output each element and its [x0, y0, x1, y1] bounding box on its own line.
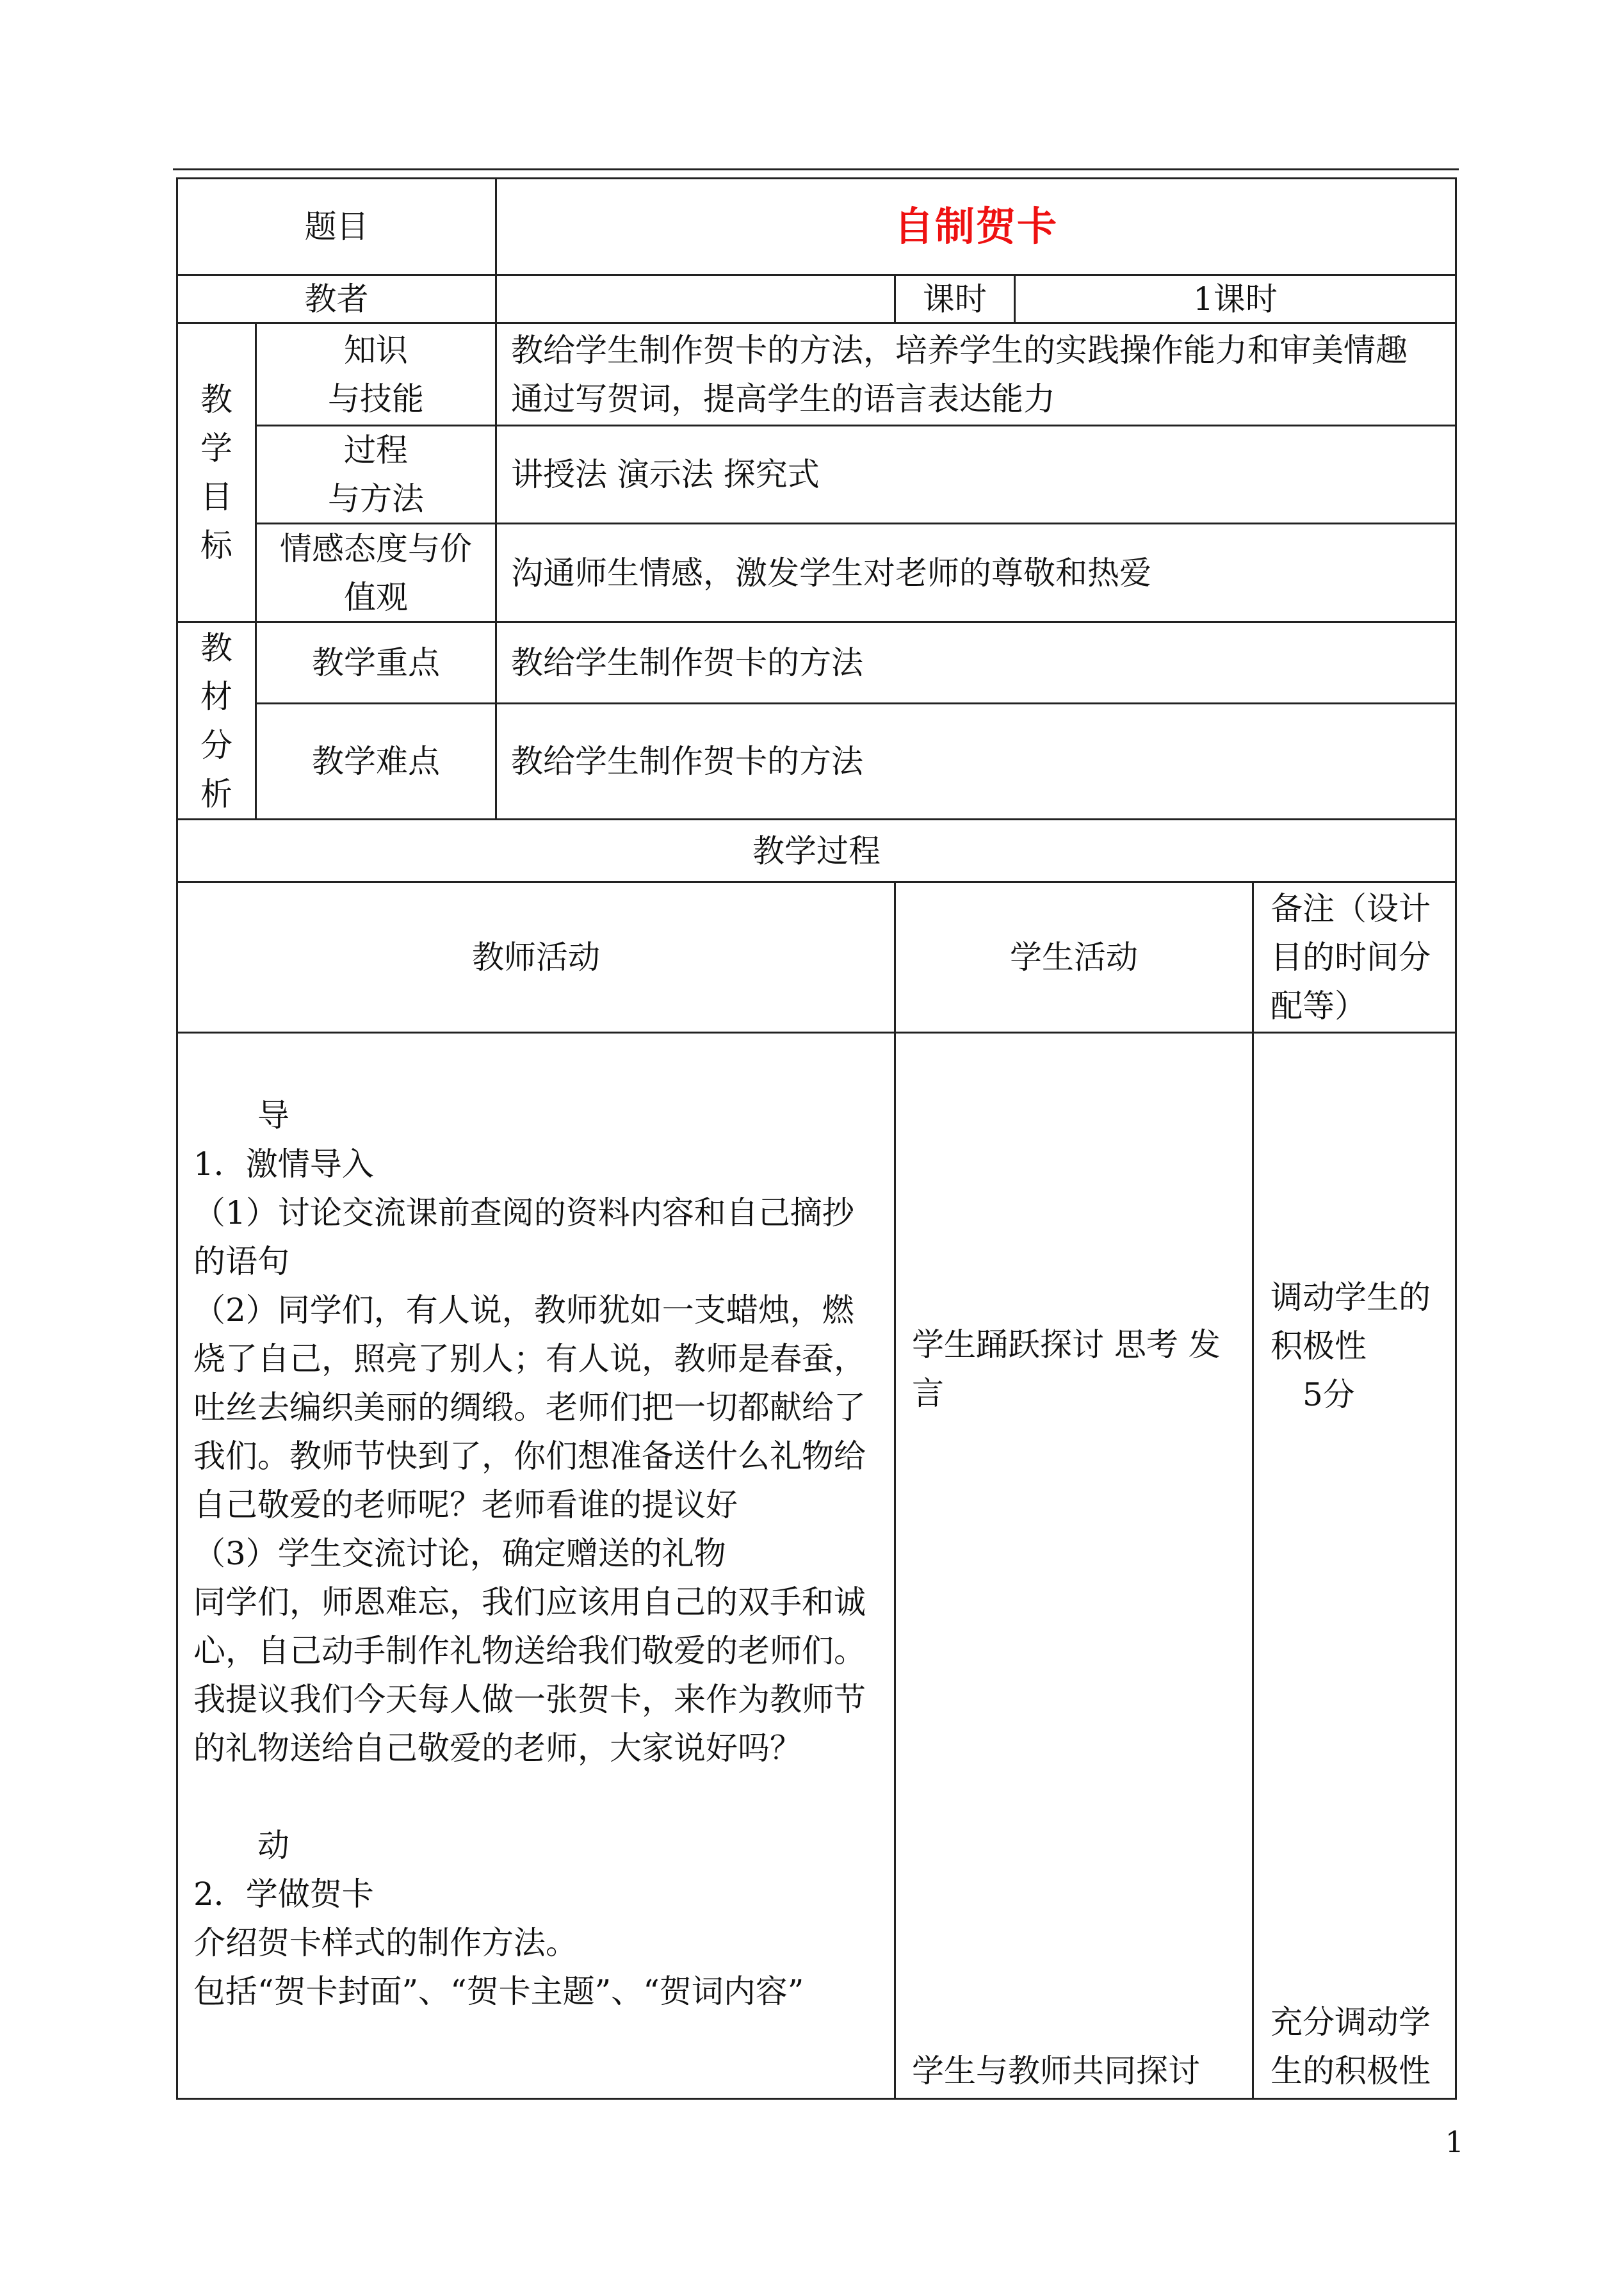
- note-line: 5分: [1303, 1376, 1355, 1413]
- teacher-line: 烧了自己，照亮了别人；有人说，教师是春蚕，: [193, 1340, 866, 1377]
- process-title: 教学过程: [752, 832, 881, 870]
- teacher-label: 教者: [304, 280, 369, 318]
- teacher-activity-text: [193, 1091, 891, 2016]
- table-border-right: [1455, 177, 1457, 2100]
- note-header-line: 备注（设计: [1271, 890, 1431, 927]
- student-line: 言: [912, 1375, 944, 1412]
- objective-knowledge-label: [257, 324, 495, 425]
- page-number: 1: [1445, 2125, 1464, 2159]
- row-divider: [176, 1032, 1457, 1034]
- label-line: 知识: [344, 331, 408, 369]
- note-header-line: 目的时间分: [1271, 939, 1431, 976]
- label-line: 情感态度与价: [280, 530, 472, 567]
- note-line: 生的积极性: [1271, 2052, 1431, 2089]
- note-line: 积极性: [1271, 1327, 1367, 1365]
- note-header: [1271, 883, 1455, 1032]
- teacher-line: （3）学生交流讨论，确定赠送的礼物: [193, 1535, 726, 1572]
- objectives-group-label: [178, 324, 255, 621]
- teacher-activity-header: 教师活动: [472, 939, 600, 976]
- col-divider: [1252, 881, 1254, 2100]
- difficulty-label: 教学难点: [312, 743, 440, 780]
- objectives-group-char: 目: [200, 478, 232, 515]
- header-rule: [173, 168, 1459, 170]
- teacher-line: 2．学做贺卡: [193, 1876, 374, 1913]
- note-block-1: [1271, 1273, 1453, 1419]
- note-block-2: [1271, 1998, 1453, 2095]
- note-line: 调动学生的: [1271, 1279, 1431, 1316]
- objective-attitude-content: 沟通师生情感，激发学生对老师的尊敬和热爱: [511, 554, 1151, 592]
- period-value: 1课时: [1193, 280, 1278, 318]
- teacher-line: 介绍贺卡样式的制作方法。: [193, 1924, 578, 1961]
- objectives-group-char: 标: [200, 527, 232, 564]
- label-line: 与技能: [328, 380, 424, 418]
- teacher-line: 的语句: [193, 1243, 289, 1280]
- teacher-line: （1）讨论交流课前查阅的资料内容和自己摘抄: [193, 1194, 854, 1231]
- teacher-line: 吐丝去编织美丽的绸缎。老师们把一切都献给了: [193, 1389, 866, 1426]
- objective-process-content: 讲授法 演示法 探究式: [511, 456, 820, 493]
- col-divider: [894, 881, 896, 2100]
- content-line: 通过写贺词，提高学生的语言表达能力: [511, 380, 1055, 418]
- analysis-group-char: 分: [200, 726, 232, 764]
- teacher-line: 我们。教师节快到了，你们想准备送什么礼物给: [193, 1438, 866, 1475]
- analysis-group-char: 析: [200, 775, 232, 813]
- objectives-group-char: 学: [200, 430, 232, 467]
- label-line: 过程: [344, 432, 408, 469]
- section-marker: 导: [257, 1097, 289, 1134]
- teacher-line: （2）同学们，有人说，教师犹如一支蜡烛，燃: [193, 1292, 854, 1329]
- teacher-line: 包括“贺卡封面”、“贺卡主题”、“贺词内容”: [193, 1973, 804, 2010]
- objective-knowledge-content: [511, 324, 1452, 425]
- teacher-line: 心，自己动手制作礼物送给我们敬爱的老师们。: [193, 1632, 866, 1669]
- objective-process-label: [257, 426, 495, 523]
- objectives-group-char: 教: [200, 381, 232, 418]
- student-line: 学生踊跃探讨 思考 发: [912, 1326, 1221, 1363]
- key-point-label: 教学重点: [312, 644, 440, 681]
- section-marker: 动: [257, 1827, 289, 1864]
- difficulty-content: 教给学生制作贺卡的方法: [511, 743, 863, 780]
- label-line: 值观: [344, 578, 408, 616]
- note-header-line: 配等）: [1271, 987, 1367, 1025]
- teacher-line: 1．激情导入: [193, 1146, 374, 1183]
- teacher-line: 我提议我们今天每人做一张贺卡，来作为教师节: [193, 1681, 866, 1718]
- content-line: 教给学生制作贺卡的方法，培养学生的实践操作能力和审美情趣: [511, 331, 1408, 369]
- student-activity-1: [912, 1320, 1248, 1418]
- teacher-line: 自己敬爱的老师呢？老师看谁的提议好: [193, 1486, 738, 1523]
- analysis-group-label: [178, 623, 255, 818]
- analysis-group-char: 材: [200, 677, 232, 715]
- lesson-title: 自制贺卡: [893, 203, 1058, 250]
- spacer: [193, 1772, 891, 1821]
- key-point-content: 教给学生制作贺卡的方法: [511, 644, 863, 681]
- teacher-line: 同学们，师恩难忘，我们应该用自己的双手和诚: [193, 1584, 866, 1621]
- student-activity-header: 学生活动: [1010, 939, 1138, 976]
- topic-label: 题目: [304, 208, 369, 245]
- label-line: 与方法: [328, 480, 424, 517]
- period-label: 课时: [923, 280, 987, 318]
- analysis-group-char: 教: [200, 629, 232, 667]
- table-border-bottom: [176, 2098, 1457, 2100]
- note-line: 充分调动学: [1271, 2004, 1431, 2041]
- teacher-line: 的礼物送给自己敬爱的老师，大家说好吗？: [193, 1730, 802, 1767]
- objective-attitude-label: [257, 524, 495, 621]
- student-activity-2: 学生与教师共同探讨: [912, 2052, 1200, 2089]
- teacher-value: [497, 276, 894, 322]
